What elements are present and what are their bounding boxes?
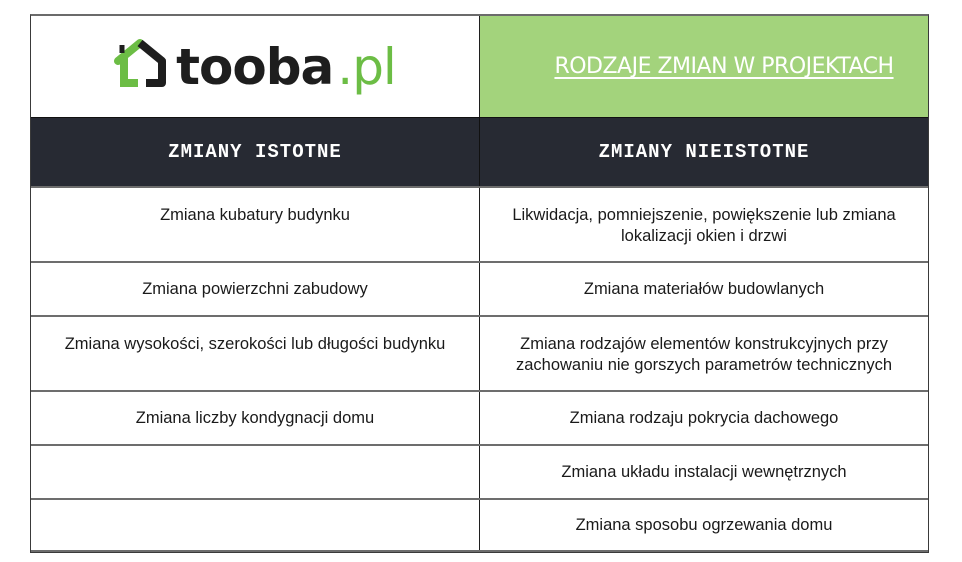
logo-domain-suffix: .pl: [337, 37, 396, 96]
table-row: [31, 444, 928, 498]
cell-nieistotne: Zmiana rodzajów elementów konstrukcyjnych przy zachowaniu nie gorszych parametrów technicznych: [515, 335, 893, 374]
tooba-logo: [114, 39, 396, 94]
page-title-link[interactable]: RODZAJE ZMIAN W PROJEKTACH: [554, 54, 894, 79]
cell-istotne: Zmiana powierzchni zabudowy: [31, 263, 480, 315]
cell-nieistotne: Zmiana układu instalacji wewnętrznych: [561, 462, 847, 481]
changes-table: [30, 14, 929, 553]
brand-row: [31, 16, 928, 117]
cell-istotne: Zmiana wysokości, szerokości lub długości budynku: [31, 317, 480, 390]
house-outline-icon: [114, 39, 172, 94]
title-cell: [480, 16, 928, 117]
table-row: [31, 186, 928, 261]
column-header-nieistotne: ZMIANY NIEISTOTNE: [598, 141, 810, 163]
cell-istotne: Zmiana liczby kondygnacji domu: [31, 392, 480, 444]
table-row: [31, 498, 928, 552]
cell-istotne-empty: [31, 500, 480, 550]
column-header-row: [31, 117, 928, 186]
cell-nieistotne: Likwidacja, pomniejszenie, powiększenie lub zmiana lokalizacji okien i drzwi: [512, 206, 896, 245]
cell-istotne-empty: [31, 446, 480, 498]
column-header-istotne: ZMIANY ISTOTNE: [31, 118, 480, 186]
table-row: [31, 261, 928, 315]
cell-nieistotne: Zmiana sposobu ogrzewania domu: [575, 515, 833, 534]
table-row: [31, 390, 928, 444]
logo-wordmark: tooba: [176, 37, 334, 96]
table-row: [31, 315, 928, 390]
cell-nieistotne: Zmiana rodzaju pokrycia dachowego: [569, 408, 839, 427]
logo-cell: [31, 16, 480, 117]
cell-nieistotne: Zmiana materiałów budowlanych: [583, 279, 825, 298]
cell-istotne: Zmiana kubatury budynku: [31, 188, 480, 261]
